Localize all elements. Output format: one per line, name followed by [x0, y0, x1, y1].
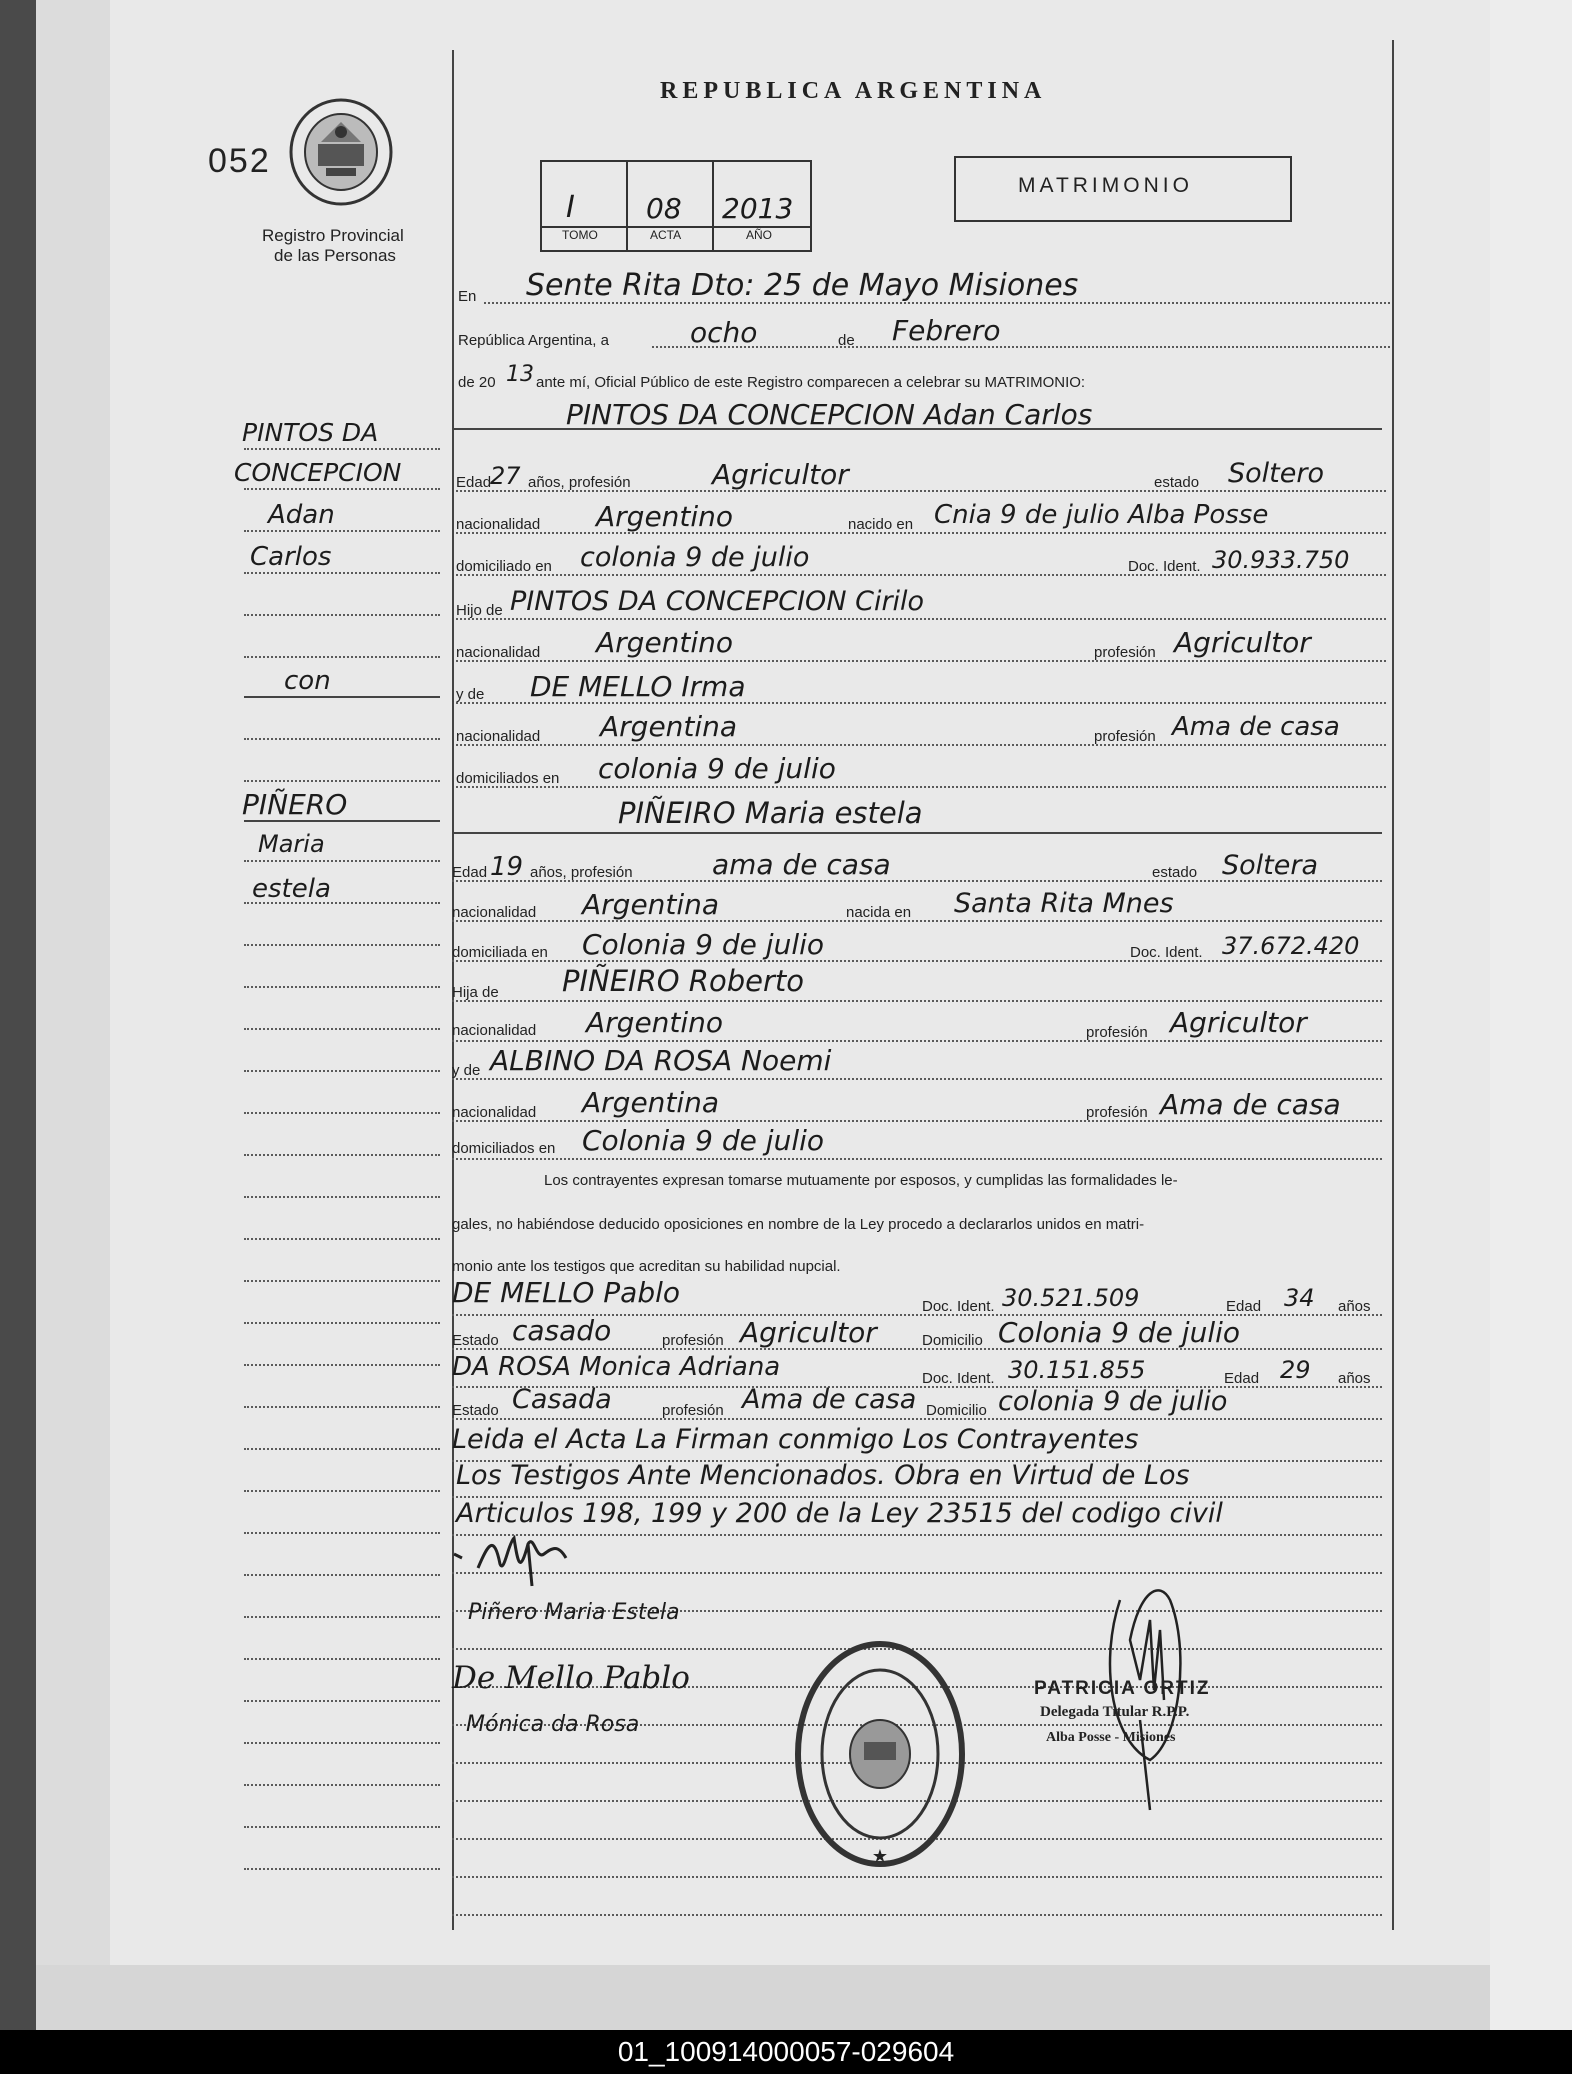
record-divider-2 — [712, 160, 714, 250]
bride-mother: ALBINO DA ROSA Noemi — [490, 1044, 832, 1077]
groom-nacionalidad-label: nacionalidad — [456, 516, 541, 533]
bride-address: Colonia 9 de julio — [582, 928, 825, 961]
groom-doc: 30.933.750 — [1212, 546, 1350, 574]
witness1-doc-label: Doc. Ident. — [922, 1298, 995, 1315]
witness2-status: Casada — [512, 1384, 612, 1415]
margin-bride-2: Maria — [258, 830, 325, 858]
margin-groom-2: CONCEPCION — [234, 458, 402, 487]
bride-estado-label: estado — [1152, 864, 1198, 881]
groom-anos-profesion-label: años, profesión — [528, 474, 631, 491]
official-place: Alba Posse - Misiones — [1046, 1730, 1176, 1745]
witness2-edad-label: Edad — [1224, 1370, 1260, 1387]
intro-en-label: En — [458, 288, 477, 305]
witness1-line2 — [452, 1348, 1382, 1350]
intro-text: ante mí, Oficial Público de este Registro comparecen a celebrar su MATRIMONIO: — [536, 374, 1086, 391]
groom-line-nac — [456, 532, 1386, 534]
bride-birthplace: Santa Rita Mnes — [954, 888, 1174, 919]
intro-de-label: de — [838, 332, 855, 349]
record-divider-1 — [626, 160, 628, 250]
declaration-line3: monio ante los testigos que acreditan su habilidad nupcial. — [452, 1258, 841, 1275]
witness2-doc: 30.151.855 — [1008, 1356, 1146, 1384]
witness1-signature: De Mello Pablo — [452, 1660, 690, 1696]
bride-line-mother-nat — [452, 1120, 1382, 1122]
bride-line-parents — [452, 1158, 1382, 1160]
groom-parents-address: colonia 9 de julio — [598, 752, 836, 785]
groom-edad-label: Edad — [456, 474, 492, 491]
bride-profession: ama de casa — [712, 848, 891, 881]
country-title: REPUBLICA ARGENTINA — [660, 78, 1047, 104]
groom-profession: Agricultor — [712, 458, 849, 491]
witness1-anos-label: años — [1338, 1298, 1371, 1315]
notes-line3: Articulos 198, 199 y 200 de la Ley 23515 del codigo civil — [456, 1498, 1223, 1529]
witness2-prof-label: profesión — [662, 1402, 724, 1419]
groom-father-nat-label: nacionalidad — [456, 644, 541, 661]
bride-mother-prof-label: profesión — [1086, 1104, 1148, 1121]
bride-line-nac — [452, 920, 1382, 922]
bride-anos-profesion-label: años, profesión — [530, 864, 633, 881]
groom-nationality: Argentino — [596, 500, 734, 533]
declaration-line1: Los contrayentes expresan tomarse mutuamente por esposos, y cumplidas las formalidades le- — [544, 1172, 1178, 1189]
declaration-line2: gales, no habiéndose deducido oposiciones en nombre de la Ley procedo a declararlos unidos en matri- — [452, 1216, 1145, 1233]
groom-address: colonia 9 de julio — [580, 542, 810, 573]
bride-name: PIÑEIRO Maria estela — [618, 796, 923, 830]
intro-year-prefix: de 20 — [458, 374, 496, 391]
groom-father-nationality: Argentino — [596, 626, 734, 659]
notes-line1: Leida el Acta La Firman conmigo Los Contrayentes — [452, 1424, 1139, 1455]
anio-label: AÑO — [746, 228, 773, 242]
svg-text:★: ★ — [871, 1846, 889, 1867]
groom-hijo-label: Hijo de — [456, 602, 503, 619]
groom-birthplace: Cnia 9 de julio Alba Posse — [934, 500, 1269, 530]
acta-value: 08 — [646, 192, 682, 225]
bride-line-father — [452, 1000, 1382, 1002]
bride-line-mother — [452, 1078, 1382, 1080]
bride-domiciliada-label: domiciliada en — [452, 944, 548, 961]
witness2-address: colonia 9 de julio — [998, 1386, 1228, 1417]
witness2-signature: Mónica da Rosa — [466, 1712, 640, 1737]
bride-line-dom — [452, 960, 1382, 962]
groom-signature — [448, 1524, 598, 1588]
official-name: PATRICIA ORTIZ — [1034, 1678, 1211, 1699]
groom-line-dom — [456, 574, 1386, 576]
bride-father-nat-label: nacionalidad — [452, 1022, 537, 1039]
witness2-profession: Ama de casa — [742, 1384, 917, 1415]
groom-yde-label: y de — [456, 686, 485, 703]
groom-father-prof-label: profesión — [1094, 644, 1156, 661]
bride-nacionalidad-label: nacionalidad — [452, 904, 537, 921]
bride-mother-nat-label: nacionalidad — [452, 1104, 537, 1121]
groom-father-profession: Agricultor — [1174, 626, 1311, 659]
witness2-dom-label: Domicilio — [926, 1402, 987, 1419]
bride-yde-label: y de — [452, 1062, 481, 1079]
margin-bride-1: PIÑERO — [242, 788, 348, 821]
margin-groom-3: Adan — [268, 500, 335, 530]
witness1-status: casado — [512, 1314, 612, 1347]
witness1-dom-label: Domicilio — [922, 1332, 983, 1349]
bride-status: Soltera — [1222, 850, 1319, 881]
groom-mother: DE MELLO Irma — [530, 670, 746, 703]
groom-line-father-nat — [456, 660, 1386, 662]
groom-line-parents — [456, 786, 1386, 788]
groom-line-father — [456, 618, 1386, 620]
bride-mother-profession: Ama de casa — [1160, 1088, 1341, 1121]
witness1-profession: Agricultor — [740, 1316, 877, 1349]
bride-doc-label: Doc. Ident. — [1130, 944, 1203, 961]
intro-year-suffix: 13 — [506, 362, 534, 387]
witness1-address: Colonia 9 de julio — [998, 1316, 1241, 1349]
witness1-edad-label: Edad — [1226, 1298, 1262, 1315]
anio-value: 2013 — [722, 192, 794, 225]
groom-mother-nationality: Argentina — [600, 710, 738, 743]
witness2-line2 — [452, 1418, 1382, 1420]
next-page-edge — [1490, 0, 1572, 2030]
bride-mother-nationality: Argentina — [582, 1086, 720, 1119]
groom-doc-label: Doc. Ident. — [1128, 558, 1201, 575]
margin-bride-3: estela — [252, 874, 331, 904]
official-seal — [790, 1636, 970, 1876]
bride-signature: Piñero Maria Estela — [468, 1600, 680, 1625]
acta-label: ACTA — [650, 228, 682, 242]
witness1-prof-label: profesión — [662, 1332, 724, 1349]
tomo-value: I — [566, 190, 575, 225]
intro-day: ocho — [690, 316, 758, 349]
bride-father-profession: Agricultor — [1170, 1006, 1307, 1039]
witness2-name: DA ROSA Monica Adriana — [452, 1352, 781, 1382]
bride-father: PIÑEIRO Roberto — [562, 964, 804, 998]
groom-age: 27 — [490, 462, 521, 490]
notes-line2: Los Testigos Ante Mencionados. Obra en Virtud de Los — [456, 1460, 1190, 1491]
witness1-age: 34 — [1284, 1284, 1315, 1312]
witness2-estado-label: Estado — [452, 1402, 499, 1419]
groom-parents-addr-label: domiciliados en — [456, 770, 560, 787]
groom-line-mother-nat — [456, 744, 1386, 746]
right-border — [1392, 40, 1394, 1930]
groom-mother-profession: Ama de casa — [1172, 712, 1340, 742]
page-bottom-edge — [36, 1965, 1490, 2030]
bride-nacida-label: nacida en — [846, 904, 912, 921]
bride-line-father-nat — [452, 1040, 1382, 1042]
registry-name-line1: Registro Provincial — [262, 226, 404, 245]
intro-date-line — [652, 346, 1390, 348]
bride-parents-addr-label: domiciliados en — [452, 1140, 556, 1157]
bride-father-nationality: Argentino — [586, 1006, 724, 1039]
bride-line-edad — [452, 880, 1382, 882]
witness1-estado-label: Estado — [452, 1332, 499, 1349]
groom-father: PINTOS DA CONCEPCION Cirilo — [510, 586, 925, 617]
margin-groom-1: PINTOS DA — [242, 418, 379, 447]
margin-groom-4: Carlos — [250, 542, 332, 572]
bride-father-prof-label: profesión — [1086, 1024, 1148, 1041]
groom-estado-label: estado — [1154, 474, 1200, 491]
scan-footer-code: 01_100914000057-029604 — [0, 2030, 1572, 2074]
bride-block-top — [452, 832, 1382, 834]
groom-mother-nat-label: nacionalidad — [456, 728, 541, 745]
misiones-coat-of-arms — [286, 96, 396, 208]
previous-page-edge — [0, 0, 36, 2030]
intro-month: Febrero — [892, 314, 1001, 347]
intro-republic-label: República Argentina, a — [458, 332, 609, 349]
margin-con: con — [284, 666, 331, 696]
book-binding — [36, 0, 110, 2030]
bride-nationality: Argentina — [582, 888, 720, 921]
groom-line-edad — [456, 490, 1386, 492]
groom-nacido-label: nacido en — [848, 516, 914, 533]
witness1-doc: 30.521.509 — [1002, 1284, 1140, 1312]
bride-edad-label: Edad — [452, 864, 488, 881]
page-number: 052 — [208, 142, 271, 180]
groom-name: PINTOS DA CONCEPCION Adan Carlos — [566, 398, 1093, 431]
groom-mother-prof-label: profesión — [1094, 728, 1156, 745]
witness1-name: DE MELLO Pablo — [452, 1276, 681, 1309]
witness2-anos-label: años — [1338, 1370, 1371, 1387]
act-type-label: MATRIMONIO — [1018, 174, 1193, 197]
bride-parents-address: Colonia 9 de julio — [582, 1124, 825, 1157]
official-title: Delegada Titular R.P.P. — [1040, 1704, 1190, 1720]
registry-name-line2: de las Personas — [274, 246, 396, 265]
groom-status: Soltero — [1228, 458, 1324, 489]
witness2-doc-label: Doc. Ident. — [922, 1370, 995, 1387]
tomo-label: TOMO — [562, 228, 598, 242]
bride-hija-label: Hija de — [452, 984, 499, 1001]
groom-domiciliado-label: domiciliado en — [456, 558, 552, 575]
groom-line-mother — [456, 702, 1386, 704]
intro-place: Sente Rita Dto: 25 de Mayo Misiones — [526, 268, 1079, 303]
witness2-age: 29 — [1280, 1356, 1311, 1384]
bride-age: 19 — [490, 852, 524, 882]
bride-doc: 37.672.420 — [1222, 932, 1360, 960]
